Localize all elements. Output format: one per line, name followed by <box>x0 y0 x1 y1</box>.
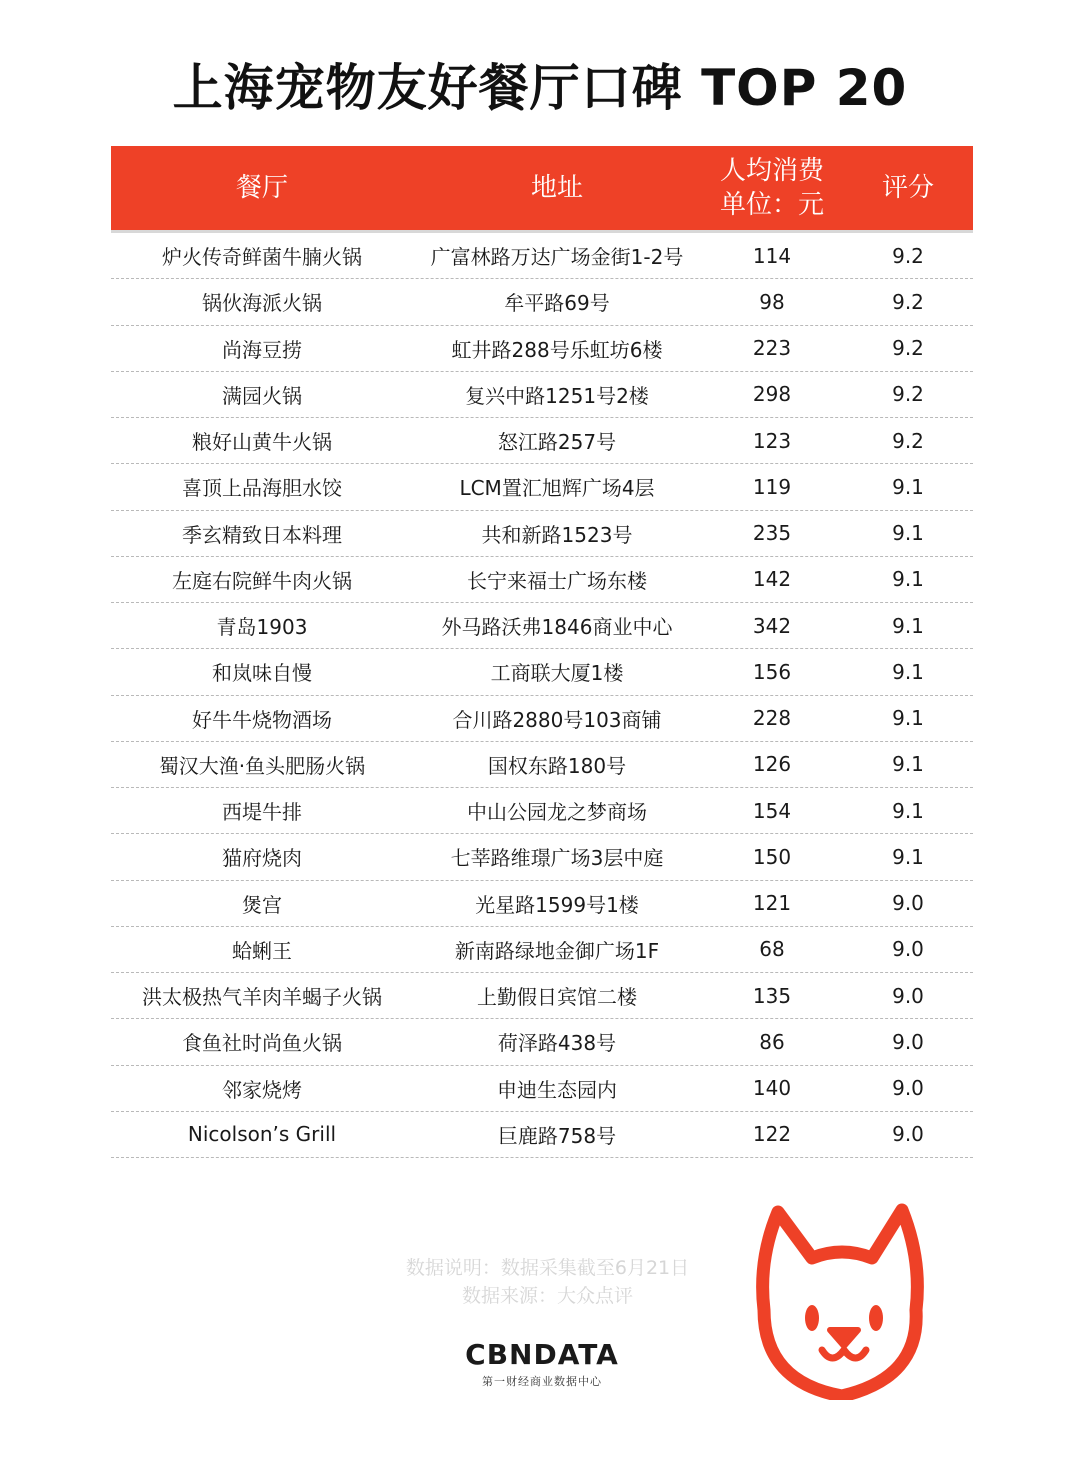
restaurant-name: 猫府烧肉 <box>222 846 302 871</box>
restaurant-address: 中山公园龙之梦商场 <box>467 800 647 825</box>
rating: 9.2 <box>892 382 924 407</box>
rating: 9.0 <box>892 1029 924 1054</box>
table-row <box>111 233 973 279</box>
rating: 9.0 <box>892 1122 924 1147</box>
data-source: 数据来源：大众点评 <box>461 1285 633 1307</box>
rating: 9.1 <box>892 521 924 546</box>
rating: 9.1 <box>892 844 924 869</box>
header-price-line2: 单位：元 <box>719 190 824 220</box>
table-row <box>111 603 973 649</box>
restaurant-address: 广富林路万达广场金街1-2号 <box>430 245 684 270</box>
table-row <box>111 511 973 557</box>
restaurant-address: 工商联大厦1楼 <box>490 661 624 686</box>
restaurant-name: 好牛牛烧物酒场 <box>192 707 332 732</box>
header-price <box>701 154 843 222</box>
avg-price: 235 <box>752 521 792 546</box>
restaurant-address: 牟平路69号 <box>504 291 610 316</box>
rating: 9.1 <box>892 567 924 592</box>
restaurant-address: 申迪生态园内 <box>497 1077 617 1102</box>
avg-price: 135 <box>752 983 792 1008</box>
restaurant-name: 喜顶上品海胆水饺 <box>182 476 342 501</box>
restaurant-name: 洪太极热气羊肉羊蝎子火锅 <box>142 985 382 1010</box>
table-header <box>111 146 973 233</box>
rating: 9.2 <box>892 243 924 268</box>
rating: 9.2 <box>892 289 924 314</box>
table-row <box>111 1112 973 1158</box>
restaurant-name: 食鱼社时尚鱼火锅 <box>182 1031 342 1056</box>
table-row <box>111 1019 973 1065</box>
avg-price: 86 <box>759 1029 785 1054</box>
restaurant-address: 虹井路288号乐虹坊6楼 <box>451 337 663 362</box>
restaurant-name: 粮好山黄牛火锅 <box>192 430 332 455</box>
dog-mascot-icon <box>750 1200 935 1400</box>
restaurant-name: 西堤牛排 <box>222 800 302 825</box>
header-price-line1: 人均消费 <box>719 156 824 186</box>
restaurant-address: 巨鹿路758号 <box>497 1123 617 1148</box>
avg-price: 68 <box>759 937 785 962</box>
rating: 9.0 <box>892 1076 924 1101</box>
rating: 9.2 <box>892 336 924 361</box>
avg-price: 98 <box>759 289 785 314</box>
restaurant-name: 尚海豆捞 <box>222 337 302 362</box>
restaurant-address: 长宁来福士广场东楼 <box>467 568 647 593</box>
restaurant-address: 复兴中路1251号2楼 <box>465 383 649 408</box>
rating: 9.2 <box>892 428 924 453</box>
restaurant-address: 上勤假日宾馆二楼 <box>477 985 637 1010</box>
restaurant-address: 光星路1599号1楼 <box>475 892 639 917</box>
rating: 9.1 <box>892 752 924 777</box>
avg-price: 121 <box>752 891 792 916</box>
table-row <box>111 279 973 325</box>
table-body <box>111 233 973 1158</box>
restaurant-name: 左庭右院鲜牛肉火锅 <box>172 568 352 593</box>
avg-price: 126 <box>752 752 792 777</box>
avg-price: 119 <box>752 474 792 499</box>
rating: 9.0 <box>892 891 924 916</box>
data-note: 数据说明：数据采集截至6月21日 <box>405 1257 690 1279</box>
restaurant-address: LCM置汇旭辉广场4层 <box>459 476 655 501</box>
avg-price: 298 <box>752 382 792 407</box>
restaurant-address: 合川路2880号103商铺 <box>452 707 662 732</box>
avg-price: 140 <box>752 1076 792 1101</box>
restaurant-address: 怒江路257号 <box>497 430 617 455</box>
restaurant-address: 荷泽路438号 <box>497 1031 617 1056</box>
restaurant-address: 新南路绿地金御广场1F <box>454 938 660 963</box>
restaurant-name: 满园火锅 <box>222 383 302 408</box>
restaurant-name: 邻家烧烤 <box>222 1077 302 1102</box>
logo-sub-text: 第一财经商业数据中心 <box>482 1375 602 1388</box>
restaurant-name: 锅伙海派火锅 <box>202 291 322 316</box>
restaurant-name: 季玄精致日本料理 <box>182 522 342 547</box>
rating: 9.1 <box>892 706 924 731</box>
avg-price: 150 <box>752 844 792 869</box>
rating: 9.1 <box>892 613 924 638</box>
avg-price: 114 <box>752 243 792 268</box>
restaurant-address: 外马路沃弗1846商业中心 <box>441 615 673 640</box>
table-row <box>111 742 973 788</box>
table-row <box>111 927 973 973</box>
table-row <box>111 834 973 880</box>
table-row <box>111 464 973 510</box>
table-row <box>111 788 973 834</box>
avg-price: 142 <box>752 567 792 592</box>
restaurant-name: Nicolson’s Grill <box>187 1122 337 1147</box>
restaurant-name: 煲宫 <box>242 892 282 917</box>
table-row <box>111 557 973 603</box>
header-rating: 评分 <box>881 173 934 203</box>
restaurant-name: 和岚味自慢 <box>212 661 312 686</box>
header-address: 地址 <box>530 173 583 203</box>
page-title: 上海宠物友好餐厅口碑 TOP 20 <box>172 59 908 117</box>
avg-price: 156 <box>752 659 792 684</box>
table-row <box>111 1066 973 1112</box>
ranking-table <box>111 146 973 1158</box>
avg-price: 223 <box>752 336 792 361</box>
restaurant-name: 蜀汉大渔·鱼头肥肠火锅 <box>158 753 366 778</box>
rating: 9.1 <box>892 659 924 684</box>
table-row <box>111 372 973 418</box>
restaurant-name: 青岛1903 <box>216 615 308 640</box>
avg-price: 342 <box>752 613 792 638</box>
table-row <box>111 649 973 695</box>
rating: 9.0 <box>892 937 924 962</box>
restaurant-address: 七莘路维璟广场3层中庭 <box>450 846 664 871</box>
rating: 9.1 <box>892 474 924 499</box>
cbndata-logo <box>442 1338 642 1389</box>
restaurant-name: 炉火传奇鲜菌牛腩火锅 <box>162 245 362 270</box>
restaurant-address: 共和新路1523号 <box>481 522 633 547</box>
table-row <box>111 326 973 372</box>
table-row <box>111 696 973 742</box>
header-restaurant: 餐厅 <box>235 173 288 203</box>
rating: 9.0 <box>892 983 924 1008</box>
logo-main-text: CBNDATA <box>465 1338 619 1371</box>
restaurant-address: 国权东路180号 <box>487 753 627 778</box>
table-row <box>111 973 973 1019</box>
avg-price: 154 <box>752 798 792 823</box>
restaurant-name: 蛤蜊王 <box>232 938 292 963</box>
table-row <box>111 418 973 464</box>
rating: 9.1 <box>892 798 924 823</box>
avg-price: 122 <box>752 1122 792 1147</box>
avg-price: 228 <box>752 706 792 731</box>
table-row <box>111 881 973 927</box>
avg-price: 123 <box>752 428 792 453</box>
